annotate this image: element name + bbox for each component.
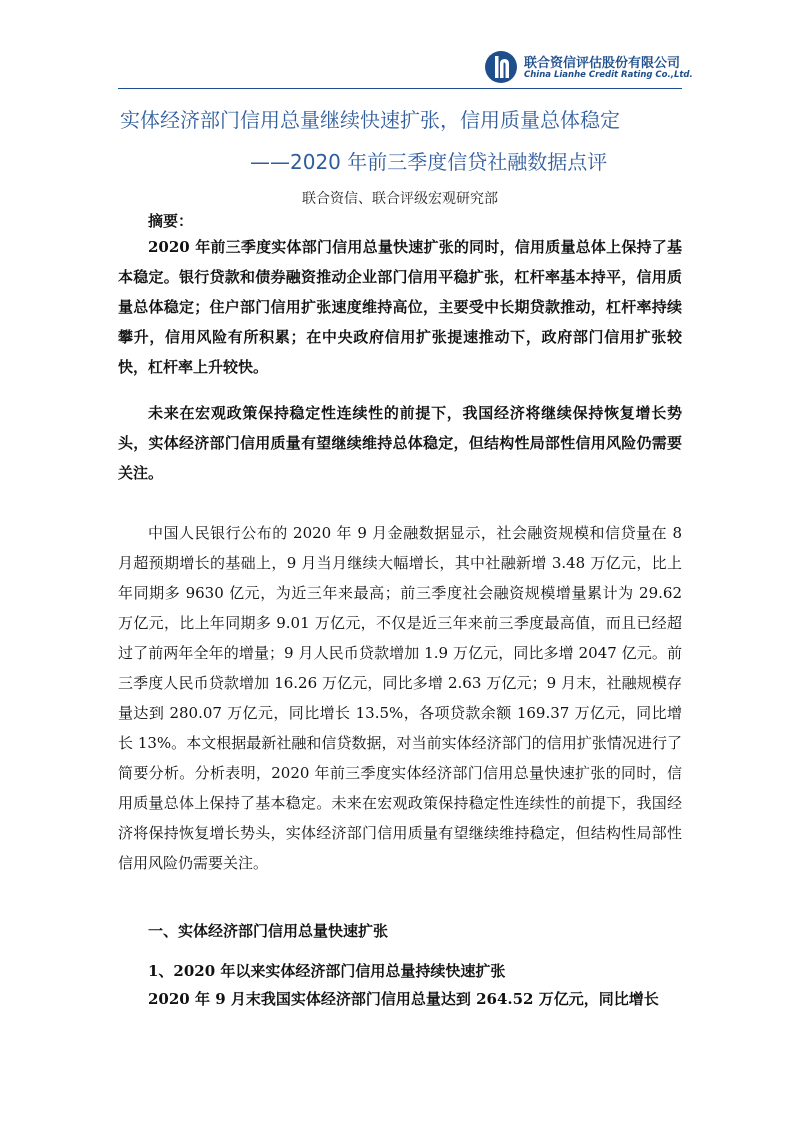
company-logo-icon (484, 50, 518, 84)
body-paragraph: 中国人民银行公布的 2020 年 9 月金融数据显示，社会融资规模和信贷量在 8 月超预期增长的基础上，9 月当月继续大幅增长，其中社融新增 3.48 万亿元，比上年同期多 9630 亿元，为近三年来最高；前三季度社会融资规模增量累计为 29.62 万亿元，比上年同期多 9.01 万亿元，不仅是近三年来前三季度最高值，而且已经超过了前两年全年的增量；9 月人民币贷款增加 1.9 万亿元，同比多增 2047 亿元。前三季度人民币贷款增加 16.26 万亿元，同比多增 2.63 万亿元；9 月末，社融规模存量达到 280.07 万亿元，同比增长 13.5%，各项贷款余额 169.37 万亿元，同比增长 13%。本文根据最新社融和信贷数据，对当前实体经济部门的信用扩张情况进行了简要分析。分析表明，2020 年前三季度实体经济部门信用总量快速扩张的同时，信用质量总体上保持了基本稳定。未来在宏观政策保持稳定性连续性的前提下，我国经济将保持恢复增长势头，实体经济部门信用质量有望继续维持稳定，但结构性局部性信用风险仍需要关注。 (118, 524, 682, 872)
section-heading: 一、实体经济部门信用总量快速扩张 (148, 922, 389, 940)
byline: 联合资信、联合评级宏观研究部 (302, 191, 498, 207)
document-title: 实体经济部门信用总量继续快速扩张，信用质量总体稳定 (120, 108, 620, 132)
subsection-heading: 1、2020 年以来实体经济部门信用总量持续快速扩张 (148, 962, 506, 980)
abstract-paragraph: 未来在宏观政策保持稳定性连续性的前提下，我国经济将继续保持恢复增长势头，实体经济部门信用质量有望继续维持总体稳定，但结构性局部性信用风险仍需要关注。 (118, 404, 682, 482)
abstract-paragraph: 2020 年前三季度实体部门信用总量快速扩张的同时，信用质量总体上保持了基本稳定。银行贷款和债券融资推动企业部门信用平稳扩张，杠杆率基本持平，信用质量总体稳定；住户部门信用扩张速度维持高位，主要受中长期贷款推动，杠杆率持续攀升，信用风险有所积累；在中央政府信用扩张提速推动下，政府部门信用扩张较快，杠杆率上升较快。 (118, 238, 682, 376)
document-subtitle: ——2020 年前三季度信贷社融数据点评 (250, 150, 608, 174)
company-name-cn: 联合资信评估股份有限公司 (524, 56, 681, 71)
abstract-label: 摘要： (148, 212, 194, 230)
company-header (484, 48, 693, 88)
company-name-en: China Lianhe Credit Rating Co.,Ltd. (524, 70, 693, 80)
header-divider (118, 88, 682, 89)
body-paragraph: 2020 年 9 月末我国实体经济部门信用总量达到 264.52 万亿元，同比增长 (148, 990, 659, 1008)
